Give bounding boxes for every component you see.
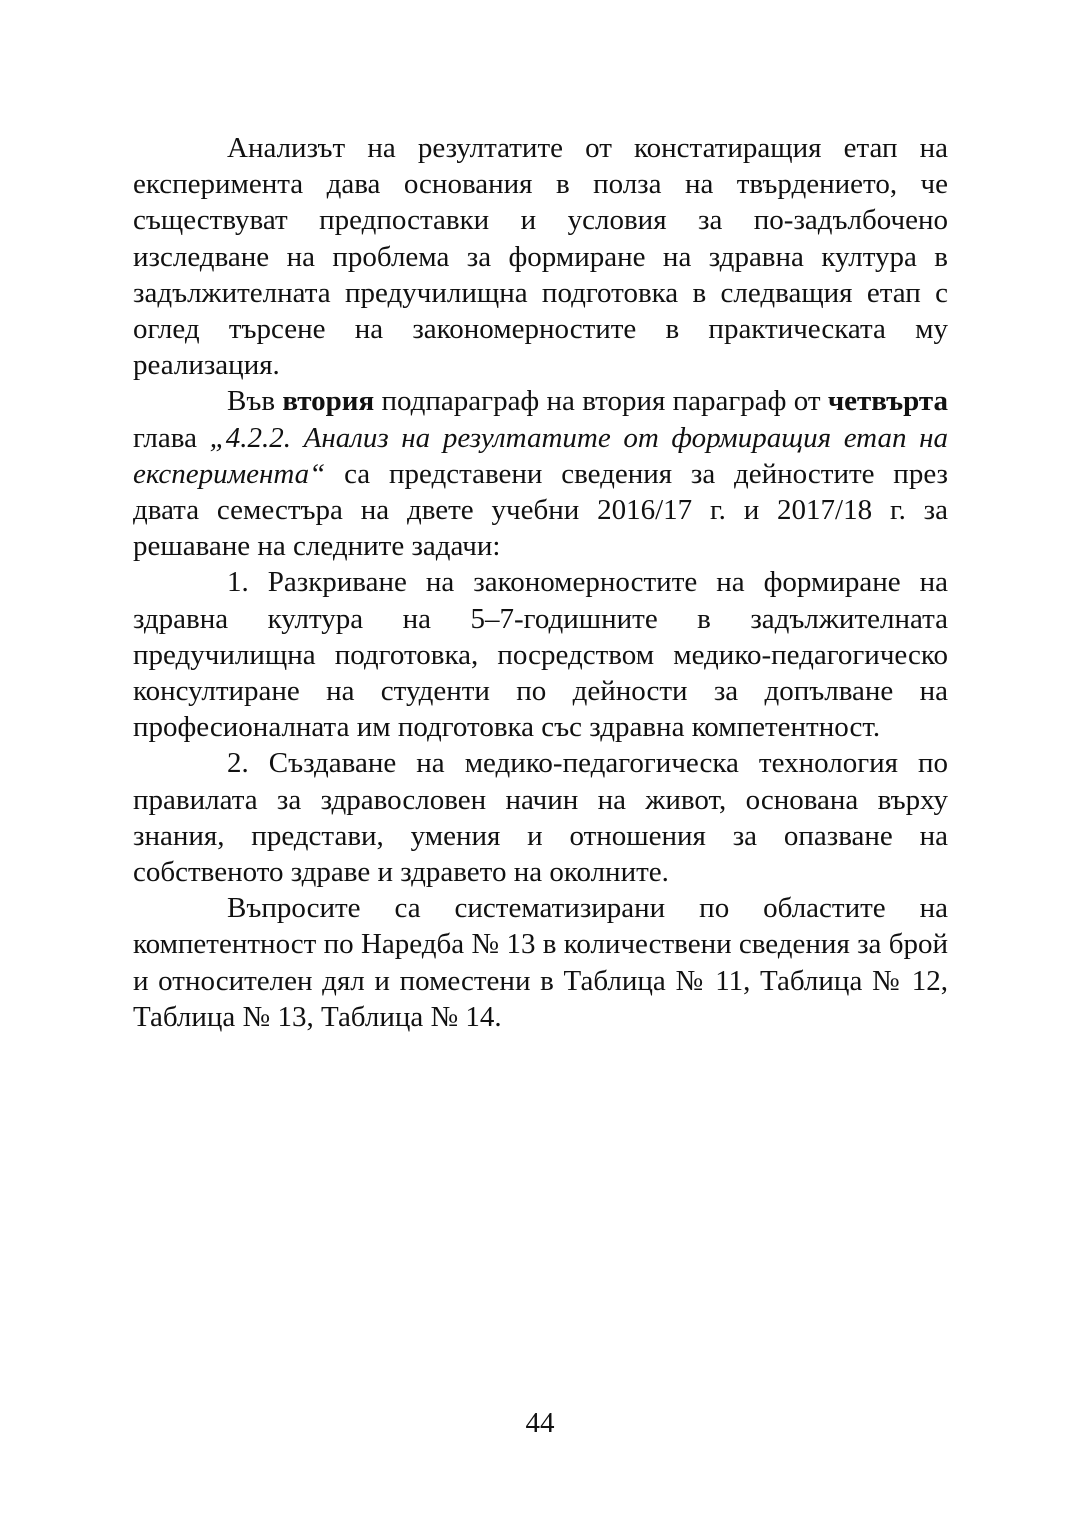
paragraph-analysis: Анализът на резултатите от констатиращия етап на експеримента дава основания в полза на твърдението, че съществуват предпоставки и условия за по-задълбочено изследване на проблема за формиране на здравна култура в задължителната предучилищна подготовка в следващия етап с оглед търсене на закономерностите в практическата му реализация. (133, 132, 948, 382)
page-number: 44 (525, 1407, 555, 1439)
list-item-task-2: 2. Създаване на медико-педагогическа технология по правилата за здравословен начин на живот, основана върху знания, представи, умения и отношения за опазване на собственото здраве и здравето на околните. (133, 747, 948, 889)
paragraph-text: подпараграф на втория параграф от (374, 385, 828, 418)
bold-text: втория (282, 385, 375, 418)
list-item-task-1: 1. Разкриване на закономерностите на формиране на здравна култура на 5–7-годишните в задължителната предучилищна подготовка, посредством медико-педагогическо консултиране на студенти по дейности за допълване на професионалната им подготовка със здравна компетентност. (133, 566, 948, 744)
paragraph-chapter-reference (133, 383, 948, 564)
paragraph-text: Във (227, 385, 283, 418)
paragraph-tables-summary: Въпросите са систематизирани по областите на компетентност по Наредба № 13 в количествени сведения за брой и относителен дял и поместени в Таблица № 11, Таблица № 12, Таблица № 13, Таблица № 14. (133, 892, 948, 1033)
page-body (133, 130, 948, 1035)
bold-text: четвърта (827, 385, 948, 418)
paragraph-text: глава (133, 421, 210, 454)
section-title-italic: „4.2.2. Анализ на резултатите от формиращия етап на експеримента“ (133, 421, 949, 490)
paragraph-text: са представени сведения за дейностите през двата семестъра на двете учебни 2016/17 г. и 2017/18 г. за решаване на следните задачи: (133, 457, 948, 563)
